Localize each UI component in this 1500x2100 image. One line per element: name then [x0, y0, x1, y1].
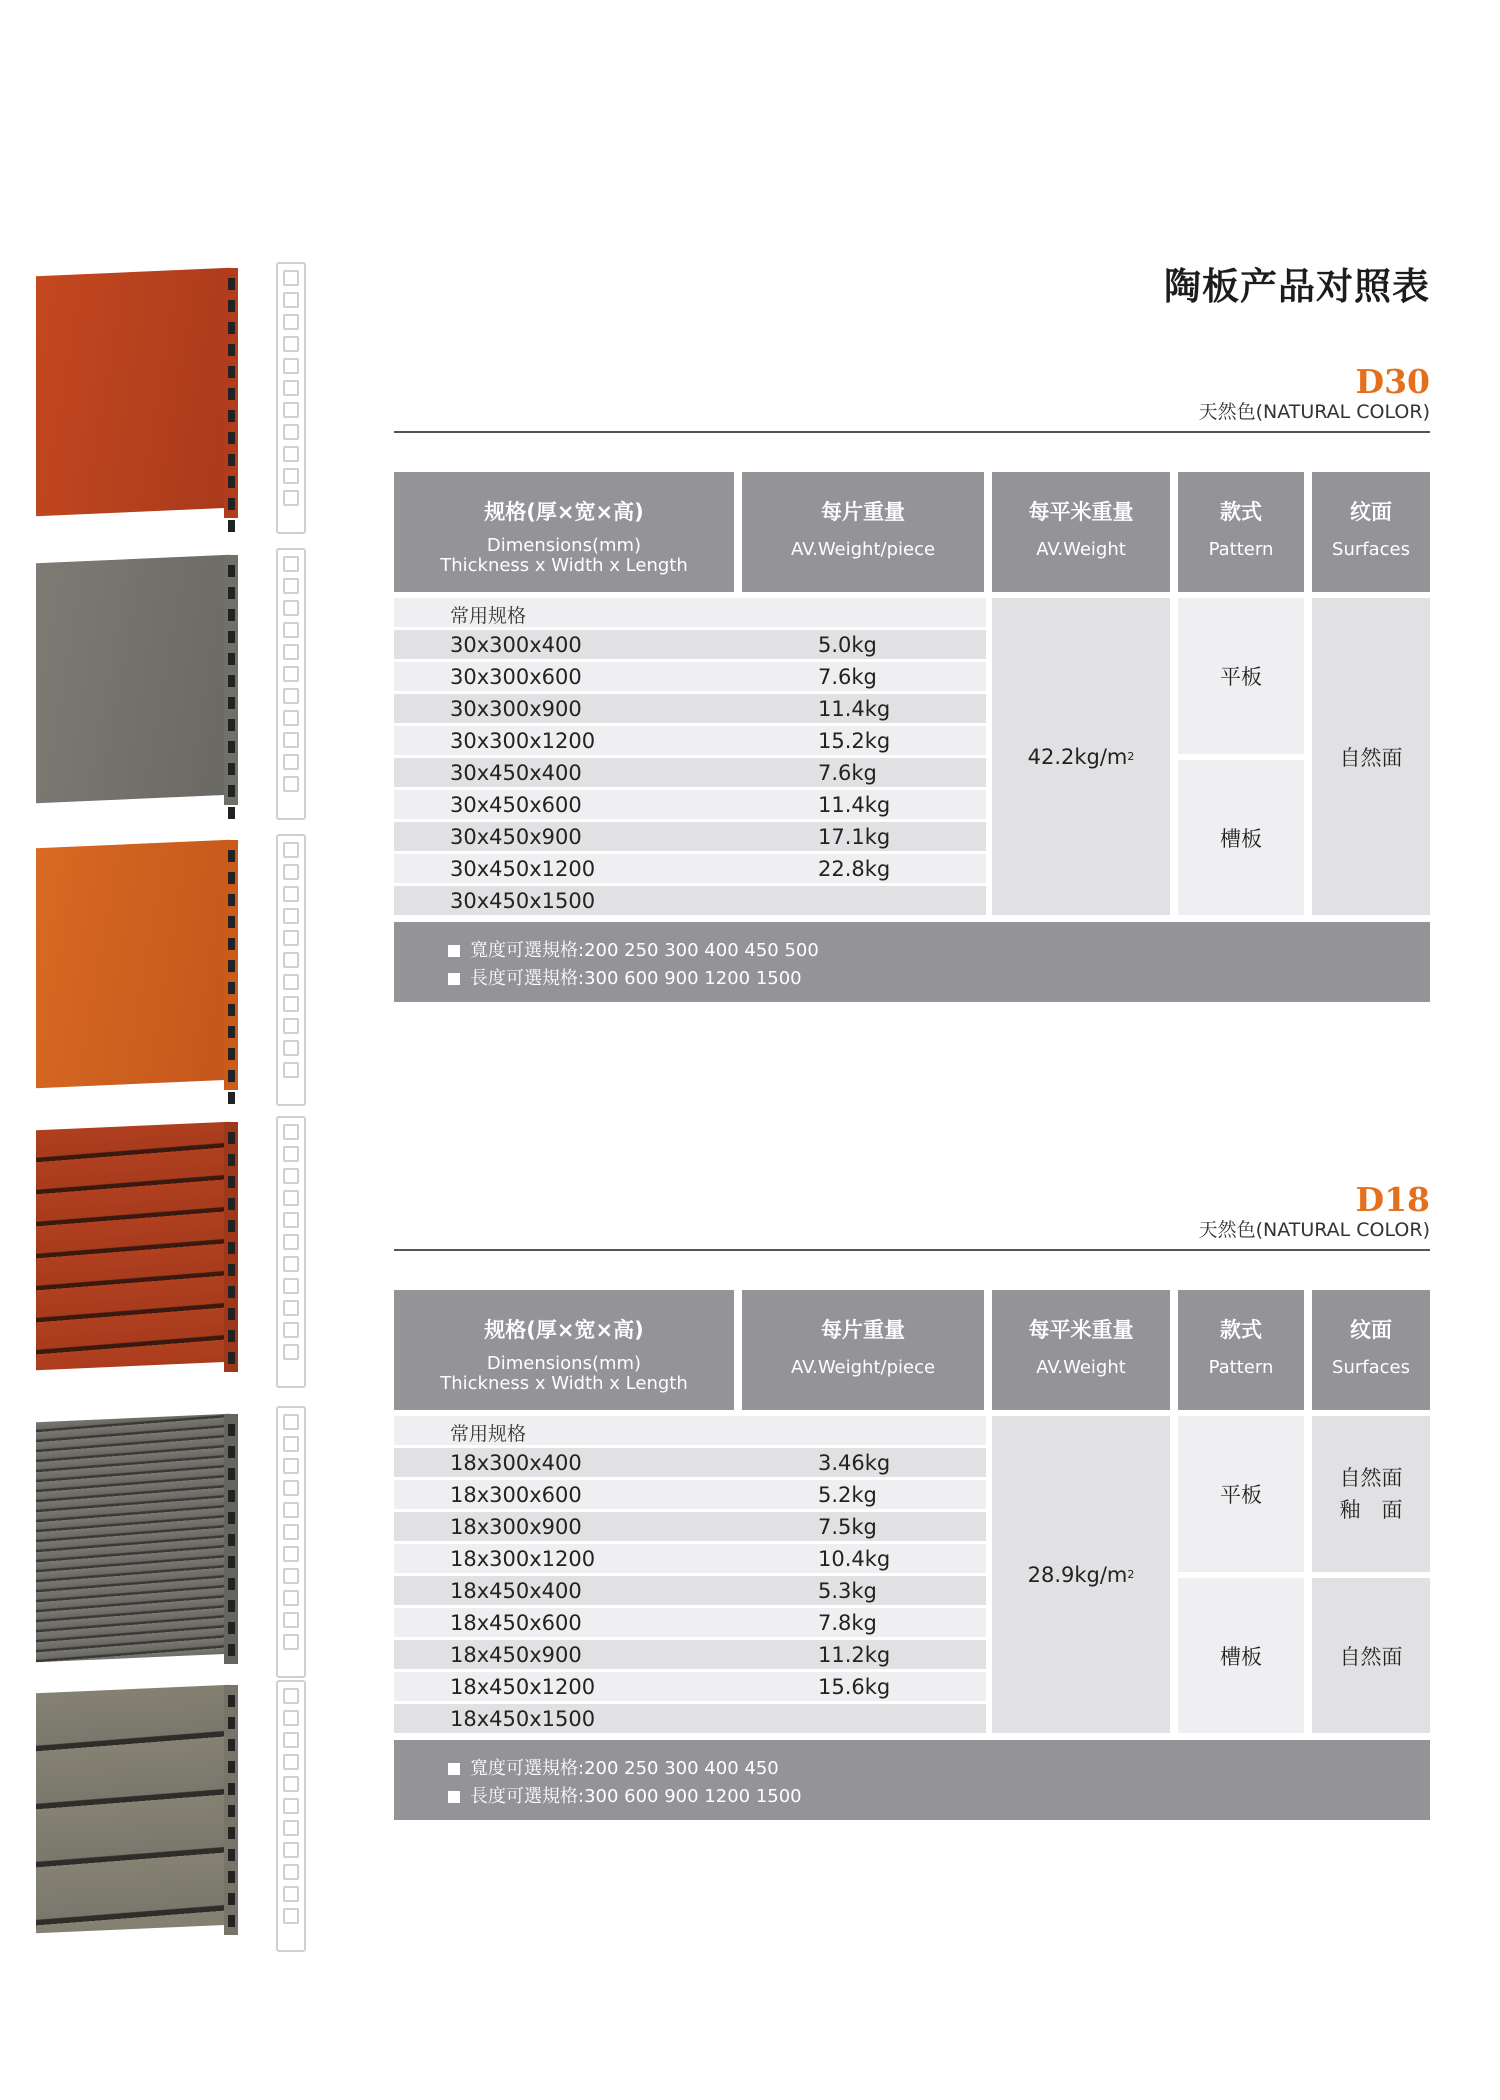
- profile-section-icon: [276, 1406, 306, 1678]
- pattern-cell: 平板: [1178, 598, 1304, 754]
- table-row: 30x450x900 17.1kg: [394, 822, 986, 851]
- header-pattern: 款式 Pattern: [1178, 472, 1304, 592]
- profile-section-icon: [276, 262, 306, 534]
- table-row: 18x300x600 5.2kg: [394, 1480, 986, 1509]
- header-weight-sqm: 每平米重量 AV.Weight: [992, 472, 1170, 592]
- table-row: 30x450x600 11.4kg: [394, 790, 986, 819]
- product-swatch-grey-fine-grooved: [36, 1404, 238, 1664]
- table-row: 18x450x400 5.3kg: [394, 1576, 986, 1605]
- table-row: 18x300x1200 10.4kg: [394, 1544, 986, 1573]
- table-row: 30x450x1500: [394, 886, 986, 915]
- pattern-cell: 平板: [1178, 1416, 1304, 1572]
- table-row: 30x300x900 11.4kg: [394, 694, 986, 723]
- product-swatch-terracotta-red: [36, 258, 238, 518]
- bullet-square-icon: [448, 1791, 460, 1803]
- product-swatch-grey-grooved: [36, 1675, 238, 1935]
- page-title: 陶板产品对照表: [1164, 265, 1430, 308]
- bullet-square-icon: [448, 973, 460, 985]
- table-row: 18x300x900 7.5kg: [394, 1512, 986, 1541]
- pattern-cell: 槽板: [1178, 760, 1304, 915]
- table-row: 18x450x1200 15.6kg: [394, 1672, 986, 1701]
- color-name: 天然色(NATURAL COLOR): [1198, 401, 1430, 423]
- divider: [394, 431, 1430, 433]
- model-code: D30: [1355, 362, 1430, 401]
- table-row: 30x300x1200 15.2kg: [394, 726, 986, 755]
- bullet-square-icon: [448, 1763, 460, 1775]
- color-name: 天然色(NATURAL COLOR): [1198, 1219, 1430, 1241]
- table-row: 30x450x1200 22.8kg: [394, 854, 986, 883]
- section-label-row: 常用规格: [394, 1416, 986, 1445]
- table-row: 18x450x900 11.2kg: [394, 1640, 986, 1669]
- profile-section-icon: [276, 1116, 306, 1388]
- table-row: 18x300x400 3.46kg: [394, 1448, 986, 1477]
- options-note: 寬度可選規格:200 250 300 400 450 長度可選規格:300 600 900 1200 1500: [394, 1740, 1430, 1820]
- product-swatch-red-grooved: [36, 1112, 238, 1372]
- header-weight-piece: 每片重量 AV.Weight/piece: [742, 472, 984, 592]
- sqm-weight-cell: 28.9kg/m 2: [992, 1416, 1170, 1733]
- header-pattern: 款式 Pattern: [1178, 1290, 1304, 1410]
- sqm-weight-cell: 42.2kg/m 2: [992, 598, 1170, 915]
- profile-section-icon: [276, 548, 306, 820]
- pattern-cell: 槽板: [1178, 1578, 1304, 1733]
- header-surfaces: 纹面 Surfaces: [1312, 472, 1430, 592]
- profile-section-icon: [276, 834, 306, 1106]
- table-row: 30x450x400 7.6kg: [394, 758, 986, 787]
- bullet-square-icon: [448, 945, 460, 957]
- table-row: 18x450x1500: [394, 1704, 986, 1733]
- divider: [394, 1249, 1430, 1251]
- product-swatch-grey: [36, 545, 238, 805]
- surface-cell: 自然面: [1312, 598, 1430, 915]
- profile-section-icon: [276, 1680, 306, 1952]
- product-swatch-orange: [36, 830, 238, 1090]
- model-code: D18: [1355, 1180, 1430, 1219]
- options-note: 寬度可選規格:200 250 300 400 450 500 長度可選規格:300 600 900 1200 1500: [394, 922, 1430, 1002]
- surface-cell: 自然面: [1312, 1578, 1430, 1733]
- surface-cell: 自然面 釉 面: [1312, 1416, 1430, 1572]
- table-row: 30x300x400 5.0kg: [394, 630, 986, 659]
- table-row: 30x300x600 7.6kg: [394, 662, 986, 691]
- header-weight-sqm: 每平米重量 AV.Weight: [992, 1290, 1170, 1410]
- header-dimensions: 规格(厚×宽×高) Dimensions(mm) Thickness x Width x Length: [394, 1290, 734, 1410]
- table-row: 18x450x600 7.8kg: [394, 1608, 986, 1637]
- header-weight-piece: 每片重量 AV.Weight/piece: [742, 1290, 984, 1410]
- section-label-row: 常用规格: [394, 598, 986, 627]
- header-dimensions: 规格(厚×宽×高) Dimensions(mm) Thickness x Width x Length: [394, 472, 734, 592]
- header-surfaces: 纹面 Surfaces: [1312, 1290, 1430, 1410]
